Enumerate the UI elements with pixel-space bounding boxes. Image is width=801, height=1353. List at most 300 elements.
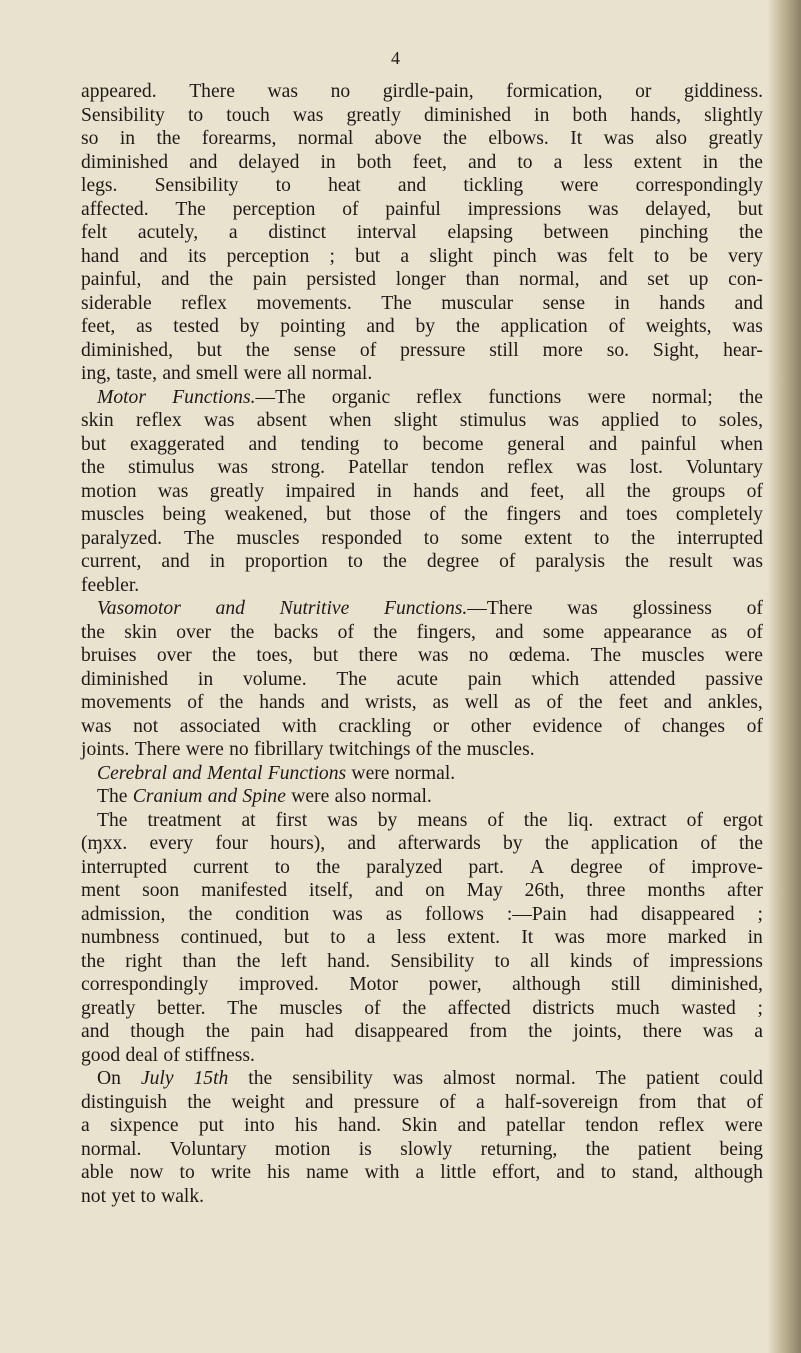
word-part: correspondingly	[635, 175, 763, 196]
word	[335, 785, 367, 809]
word-part: manifested	[201, 880, 288, 901]
word	[133, 715, 158, 739]
word-part: result	[668, 551, 713, 572]
word	[501, 315, 588, 339]
word-part: and	[305, 1091, 334, 1113]
word-part: was	[554, 927, 585, 948]
word-part: had	[589, 903, 618, 925]
word-part: felt	[607, 245, 634, 267]
word	[81, 174, 117, 198]
word-part: the	[464, 504, 488, 525]
word	[567, 597, 597, 621]
word-part: slightly	[704, 104, 763, 126]
word	[735, 292, 763, 316]
word-part: hours),	[270, 833, 326, 854]
word	[81, 221, 107, 245]
word-part: associated	[179, 715, 261, 737]
word-part: affected	[447, 997, 511, 1019]
word-part: to	[594, 527, 610, 549]
word	[216, 597, 245, 621]
word	[424, 527, 439, 551]
word	[329, 738, 411, 762]
text-line	[81, 574, 763, 598]
word-part: perception	[232, 198, 316, 220]
word-part: current,	[81, 551, 142, 572]
word-part: of	[342, 198, 359, 220]
text-line	[81, 926, 763, 950]
word-part: to	[681, 410, 697, 431]
word-part: the	[739, 386, 763, 408]
word-part: that	[696, 1091, 727, 1113]
word	[469, 1020, 507, 1044]
word	[524, 809, 548, 833]
word-part: so.	[606, 339, 630, 361]
word-part: tickling	[463, 175, 524, 196]
word-part: those	[369, 504, 411, 525]
word-part: interrupted	[81, 856, 167, 878]
word	[242, 785, 286, 809]
word	[631, 527, 655, 551]
word	[549, 409, 579, 433]
word	[208, 785, 237, 809]
word-part: The	[590, 645, 622, 666]
word-part: but	[196, 339, 222, 361]
word-part: heat	[328, 175, 361, 196]
word-part: into	[244, 1115, 275, 1136]
word	[509, 644, 570, 668]
word	[188, 104, 203, 128]
word-part: little	[440, 1162, 477, 1183]
word-part: hand	[81, 245, 120, 267]
text-line	[81, 644, 763, 668]
word	[447, 926, 500, 950]
word-part: hands	[659, 292, 706, 314]
word-part: the	[81, 621, 105, 643]
word	[733, 550, 763, 574]
word-part: were	[351, 762, 390, 784]
word-part: means	[417, 809, 468, 831]
word	[758, 903, 763, 927]
word-part: to	[383, 433, 399, 455]
word	[201, 879, 287, 903]
word	[433, 691, 449, 715]
word-part: to	[179, 1162, 195, 1183]
word	[634, 151, 682, 175]
text-line	[81, 268, 763, 292]
word-part: reflex	[416, 386, 463, 408]
word	[747, 480, 763, 504]
word	[251, 1020, 285, 1044]
text-line	[81, 292, 763, 316]
word-part: fingers,	[416, 621, 476, 643]
word	[579, 691, 603, 715]
word	[141, 1067, 174, 1091]
word-part: hear-	[723, 339, 763, 361]
word-part: than	[182, 950, 217, 972]
word	[739, 832, 763, 856]
word	[570, 950, 612, 974]
word-part: disappeared	[640, 903, 735, 925]
word-part: the	[219, 692, 244, 713]
word-part: greatly	[81, 997, 136, 1019]
word-part: painful	[385, 198, 441, 220]
word-part: affected.	[81, 198, 149, 220]
word	[507, 456, 553, 480]
word	[275, 856, 290, 880]
word-part: there	[642, 1021, 682, 1042]
word	[573, 104, 608, 128]
word	[418, 644, 448, 668]
word-part: ;	[329, 245, 335, 267]
word-part: which	[531, 668, 580, 690]
word-part: of	[623, 715, 641, 737]
word-part: over	[156, 645, 192, 666]
word-part: was	[81, 715, 112, 737]
word-part: and	[207, 786, 238, 807]
word-part: movements.	[256, 292, 352, 314]
word	[173, 315, 219, 339]
word-part: were	[243, 363, 282, 384]
word	[492, 1161, 540, 1185]
word-part: the	[248, 1068, 273, 1089]
word-part: and	[189, 151, 218, 173]
word-part: of	[686, 809, 703, 831]
word-part: after	[727, 880, 763, 901]
word-part: paralyzed.	[81, 527, 163, 549]
word	[669, 550, 713, 574]
word-part: It	[570, 128, 583, 149]
word	[557, 245, 587, 269]
word-part: able	[81, 1162, 114, 1183]
word	[301, 433, 360, 457]
word-part: strong.	[271, 457, 325, 478]
word-part: in	[119, 128, 136, 149]
word-part: groups	[671, 480, 726, 502]
word-part: and	[375, 880, 404, 901]
word-part: stiffness.	[185, 1044, 255, 1066]
word-part: backs	[273, 621, 319, 643]
word	[588, 386, 626, 410]
word-part: was	[588, 198, 619, 220]
word-part: hands	[259, 692, 305, 713]
word-part: in	[320, 151, 336, 173]
word	[402, 997, 426, 1021]
word-part: and	[457, 1115, 486, 1136]
word	[507, 903, 567, 927]
word	[227, 997, 257, 1021]
word	[431, 456, 484, 480]
word-part: evidence	[532, 715, 603, 737]
word-part: Spine	[242, 786, 286, 807]
word-part: was	[732, 551, 763, 572]
word	[739, 151, 763, 175]
word	[275, 1138, 331, 1162]
word	[138, 221, 198, 245]
word-part: and	[588, 433, 618, 455]
word	[545, 832, 569, 856]
word-part: reflex	[181, 292, 227, 314]
word-part: appeared.	[81, 81, 157, 102]
word	[433, 715, 449, 739]
word	[97, 785, 127, 809]
word-part: also	[655, 128, 688, 149]
word	[417, 809, 467, 833]
word	[599, 268, 627, 292]
word	[468, 668, 502, 692]
word-part: to	[330, 927, 346, 948]
word-part: Motor	[349, 974, 399, 995]
word-part: up	[688, 269, 709, 290]
word	[267, 1161, 290, 1185]
word-part: the	[316, 856, 341, 878]
word	[476, 1091, 485, 1115]
word-part: The	[227, 997, 258, 1019]
word	[641, 644, 704, 668]
word-part: to	[347, 551, 363, 572]
word	[212, 644, 236, 668]
word	[327, 809, 357, 833]
word-part: formication,	[506, 81, 603, 102]
word	[468, 198, 562, 222]
word	[81, 715, 111, 739]
word	[188, 903, 212, 927]
word	[81, 480, 137, 504]
word	[81, 903, 165, 927]
word-part: was	[332, 903, 363, 925]
word	[495, 950, 510, 974]
word-part: much	[616, 997, 660, 1019]
word-part: was	[292, 104, 324, 126]
word-part: of	[746, 480, 763, 502]
word	[530, 480, 564, 504]
word	[649, 856, 665, 880]
word-part: giddiness.	[684, 81, 763, 102]
word	[506, 503, 560, 527]
word	[364, 997, 380, 1021]
word-part: write	[210, 1162, 252, 1183]
word	[130, 1161, 164, 1185]
word-part: diminished	[81, 668, 169, 690]
word	[81, 292, 152, 316]
word	[646, 1067, 699, 1091]
word	[150, 832, 194, 856]
word	[276, 809, 308, 833]
word	[439, 1091, 455, 1115]
word	[81, 691, 171, 715]
word	[81, 950, 105, 974]
word	[630, 104, 681, 128]
word-part: pain	[250, 1021, 285, 1042]
word	[425, 903, 484, 927]
word-part: when	[329, 410, 372, 431]
word	[116, 362, 157, 386]
word-part: stimulus	[128, 457, 195, 478]
word-part: responded	[321, 527, 402, 549]
word	[618, 691, 647, 715]
word	[330, 926, 345, 950]
word	[366, 315, 394, 339]
word	[625, 550, 649, 574]
word-part: perception	[226, 245, 310, 267]
word	[609, 315, 625, 339]
word-part: power,	[428, 974, 482, 995]
word-part: muscles	[236, 527, 300, 549]
word-part: and	[495, 621, 524, 643]
word-part: exaggerated	[129, 433, 225, 455]
word-part: although	[694, 1162, 763, 1183]
word	[385, 198, 441, 222]
word-part: a	[228, 222, 238, 243]
word-part: marked	[667, 927, 727, 948]
word-part: and	[663, 692, 692, 713]
word-part: motion	[81, 480, 137, 502]
word	[227, 245, 310, 269]
word-part: normal	[297, 128, 354, 149]
word	[579, 503, 607, 527]
word	[229, 738, 249, 762]
word-part: Voluntary	[169, 1138, 247, 1160]
word-part: on	[425, 880, 445, 901]
word	[163, 1044, 179, 1068]
word	[390, 950, 474, 974]
word-part: (ɱxx.	[81, 833, 128, 854]
word-part: and	[161, 269, 190, 290]
word	[604, 127, 634, 151]
word-part: liq.	[567, 809, 594, 831]
word	[198, 668, 213, 692]
word-part: months	[647, 880, 706, 901]
word-part: diminished,	[81, 339, 173, 361]
text-line	[81, 1091, 763, 1115]
word	[367, 926, 376, 950]
word	[686, 456, 763, 480]
word-part: feet,	[81, 316, 116, 337]
word	[355, 245, 380, 269]
word-part: Mental	[206, 762, 263, 784]
word	[443, 127, 467, 151]
word	[417, 621, 476, 645]
word-part: and	[480, 480, 509, 502]
word	[591, 644, 621, 668]
word	[184, 527, 214, 551]
word-part: a	[415, 1162, 425, 1183]
word-part: were	[724, 645, 763, 666]
word	[747, 597, 763, 621]
word	[613, 809, 666, 833]
word-part: motion	[274, 1138, 331, 1160]
word	[586, 480, 606, 504]
word-part: degree	[426, 551, 480, 572]
word	[81, 1091, 167, 1115]
word	[711, 621, 727, 645]
word	[162, 362, 190, 386]
word-part: a	[553, 151, 563, 173]
word-part: itself,	[309, 880, 354, 901]
word-part: The	[336, 668, 367, 690]
word	[211, 1161, 251, 1185]
word	[267, 80, 297, 104]
word	[596, 1067, 626, 1091]
word	[668, 926, 727, 950]
word-part: acute	[396, 668, 439, 690]
word	[312, 362, 372, 386]
word	[443, 1067, 495, 1091]
word-part: slowly	[400, 1138, 453, 1160]
word	[437, 738, 461, 762]
word-part: Motor	[97, 386, 146, 408]
word	[739, 221, 763, 245]
word	[394, 409, 438, 433]
word	[81, 1114, 90, 1138]
word-part: delayed,	[645, 198, 712, 220]
text-line	[81, 691, 763, 715]
word	[401, 1114, 437, 1138]
word	[395, 762, 455, 786]
word	[381, 292, 411, 316]
text-line	[81, 1020, 763, 1044]
word	[638, 1091, 676, 1115]
word-part: a	[81, 1115, 90, 1136]
word-part: was	[327, 809, 358, 831]
word	[611, 973, 640, 997]
word	[700, 832, 716, 856]
word	[157, 127, 181, 151]
text-line	[81, 315, 763, 339]
word	[128, 456, 194, 480]
word	[320, 151, 335, 175]
word-part: first	[275, 809, 308, 831]
word-part: was	[548, 410, 580, 431]
word-part: skin	[124, 621, 157, 643]
word	[554, 926, 584, 950]
word-part: was	[418, 645, 449, 666]
word	[215, 832, 248, 856]
word-part: organic	[331, 386, 391, 408]
word	[429, 245, 473, 269]
word	[181, 926, 263, 950]
word	[429, 973, 482, 997]
word	[236, 527, 299, 551]
word-part: right	[125, 950, 163, 972]
word	[601, 1161, 616, 1185]
word	[615, 292, 630, 316]
word	[328, 174, 361, 198]
word	[81, 456, 105, 480]
word	[754, 1020, 763, 1044]
text-line	[81, 1114, 763, 1138]
word	[306, 1161, 348, 1185]
word	[469, 856, 504, 880]
word-part: of	[499, 551, 516, 572]
word-part: to	[187, 104, 204, 126]
word	[703, 151, 718, 175]
word	[81, 856, 167, 880]
word	[723, 339, 763, 363]
word	[338, 621, 354, 645]
word	[607, 339, 629, 363]
word-part: the	[382, 551, 407, 572]
word-part: but	[313, 645, 339, 666]
word	[313, 644, 338, 668]
word-part: patellar	[506, 1115, 565, 1136]
word	[81, 997, 135, 1021]
word	[493, 245, 537, 269]
word-part: as	[385, 903, 403, 925]
word	[239, 973, 319, 997]
word	[681, 409, 696, 433]
word	[708, 691, 763, 715]
word	[120, 127, 135, 151]
